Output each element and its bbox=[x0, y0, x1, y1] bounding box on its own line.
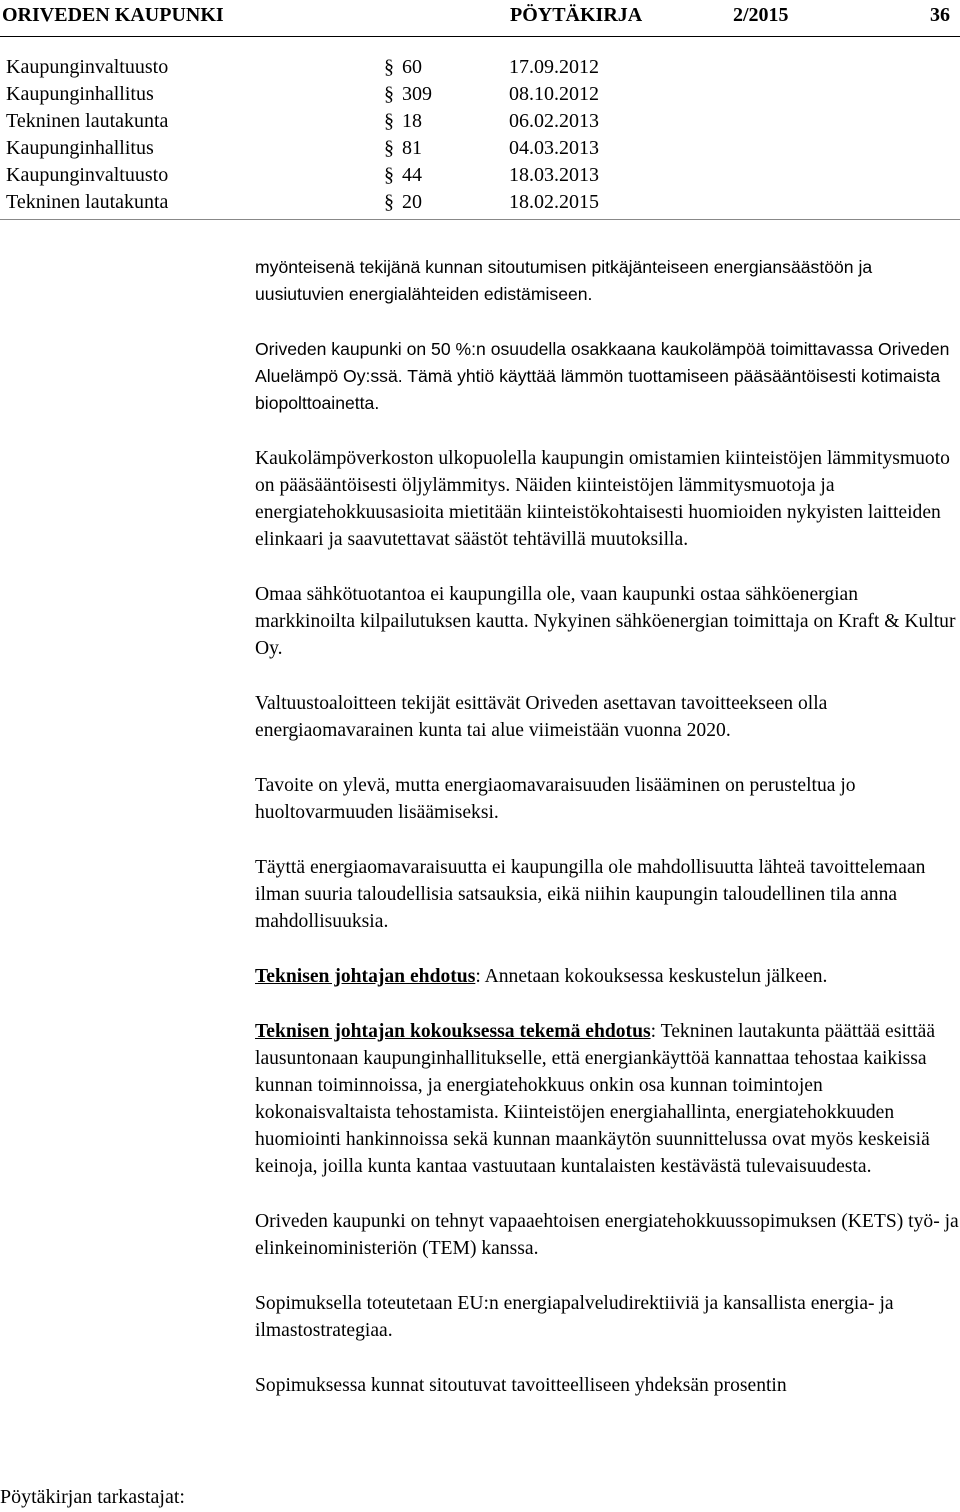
history-body: Kaupunginhallitus bbox=[6, 83, 154, 105]
paragraph: Oriveden kaupunki on 50 %:n osuudella osakkaana kaukolämpöä toimittavassa Oriveden Aluelämpö Oy:ssä. Tämä yhtiö käyttää lämmön tuottamiseen pääsääntöisesti kotimaista biopolttoainetta. bbox=[255, 339, 950, 413]
sentence: Kaukolämpöverkoston ulkopuolella kaupungin omistamien kiinteistöjen lämmitysmuoto on pääsääntöisesti öljylämmitys. bbox=[255, 448, 950, 496]
paragraph: Oriveden kaupunki on tehnyt vapaaehtoisen energiatehokkuussopimuksen (KETS) työ- ja elinkeinoministeriön (TEM) kanssa. bbox=[255, 1211, 959, 1259]
history-row bbox=[0, 56, 960, 83]
paragraph: myönteisenä tekijänä kunnan sitoutumisen pitkäjänteiseen energiansäästöön ja uusiutuvien energialähteiden edistämiseen. bbox=[255, 257, 873, 304]
history-section-number: 18 bbox=[402, 110, 422, 132]
proposal-paragraph bbox=[255, 963, 960, 990]
meeting-proposal-text: : Tekninen lautakunta päättää esittää lausuntonaan kaupunginhallitukselle, että energiankäyttöä kannattaa tehostaa kaikissa kunnan toiminnoissa, ja energiatehokkuus onkin osa kunnan toimintojen kokonaisvaltaista tehostamista. Kiinteistöjen energiahallinta, energiatehokkuuden huomiointi hankinnoissa sekä kunnan maankäytön suunnittelussa ovat myös keskeisiä keinoja, joilla kunta kantaa vastuutaan kuntalaisten kestävästä tulevaisuudesta. bbox=[255, 1021, 936, 1177]
proposal-text: : Annetaan kokouksessa keskustelun jälkeen. bbox=[475, 966, 828, 987]
paragraph: Valtuustoaloitteen tekijät esittävät Oriveden asettavan tavoitteekseen olla energiaomavarainen kunta tai alue viimeistään vuonna 2020. bbox=[255, 693, 828, 741]
history-row bbox=[0, 191, 960, 218]
history-body: Kaupunginvaltuusto bbox=[6, 164, 169, 186]
history-date: 06.02.2013 bbox=[509, 110, 599, 132]
paragraph: Omaa sähkötuotantoa ei kaupungilla ole, vaan kaupunki ostaa sähköenergian markkinoilta kilpailutuksen kautta. Nykyinen sähköenergian toimittaja on Kraft & Kultur Oy. bbox=[255, 584, 956, 659]
section-sign: § bbox=[384, 191, 394, 213]
history-date: 18.03.2013 bbox=[509, 164, 599, 186]
meeting-proposal-label: Teknisen johtajan kokouksessa tekemä ehdotus bbox=[255, 1021, 651, 1042]
paragraph: Sopimuksella toteutetaan EU:n energiapalveludirektiiviä ja kansallista energia- ja ilmastostrategiaa. bbox=[255, 1293, 894, 1341]
history-date: 08.10.2012 bbox=[509, 83, 599, 105]
history-section-number: 44 bbox=[402, 164, 422, 186]
sentence: Näiden kiinteistöjen lämmitysmuotoja ja energiatehokkuusasioita mietitään kiinteistökohtaisesti huomioiden nykyisten laitteiden elinkaari ja saavutettavat säästöt tehtävillä muutoksilla. bbox=[255, 475, 941, 550]
history-section-number: 309 bbox=[402, 83, 432, 105]
page-number: 36 bbox=[930, 4, 950, 26]
paragraph bbox=[255, 445, 960, 553]
history-row bbox=[0, 110, 960, 137]
history-body: Tekninen lautakunta bbox=[6, 191, 169, 213]
history-row bbox=[0, 83, 960, 110]
paragraph: Tavoite on ylevä, mutta energiaomavaraisuuden lisääminen on perusteltua jo huoltovarmuuden lisäämiseksi. bbox=[255, 775, 856, 823]
section-sign: § bbox=[384, 164, 394, 186]
history-body: Kaupunginvaltuusto bbox=[6, 56, 169, 78]
history-row bbox=[0, 137, 960, 164]
paragraph: Täyttä energiaomavaraisuutta ei kaupungilla ole mahdollisuutta lähteä tavoittelemaan ilman suuria taloudellisia satsauksia, eikä niihin kaupungin taloudellinen tila anna mahdollisuuksia. bbox=[255, 857, 926, 932]
document-body bbox=[255, 254, 960, 1427]
handling-history bbox=[0, 56, 960, 220]
history-body: Kaupunginhallitus bbox=[6, 137, 154, 159]
document-number: 2/2015 bbox=[733, 4, 789, 26]
section-sign: § bbox=[384, 83, 394, 105]
minutes-checkers-label: Pöytäkirjan tarkastajat: bbox=[0, 1486, 185, 1508]
history-section-number: 20 bbox=[402, 191, 422, 213]
history-section-number: 81 bbox=[402, 137, 422, 159]
section-sign: § bbox=[384, 110, 394, 132]
section-sign: § bbox=[384, 56, 394, 78]
organization-name: ORIVEDEN KAUPUNKI bbox=[2, 4, 224, 26]
history-row bbox=[0, 164, 960, 191]
history-date: 18.02.2015 bbox=[509, 191, 599, 213]
section-sign: § bbox=[384, 137, 394, 159]
meeting-proposal-paragraph bbox=[255, 1018, 960, 1180]
paragraph: Sopimuksessa kunnat sitoutuvat tavoitteelliseen yhdeksän prosentin bbox=[255, 1375, 787, 1396]
history-date: 04.03.2013 bbox=[509, 137, 599, 159]
history-date: 17.09.2012 bbox=[509, 56, 599, 78]
page-header bbox=[0, 0, 960, 37]
history-body: Tekninen lautakunta bbox=[6, 110, 169, 132]
history-section-number: 60 bbox=[402, 56, 422, 78]
proposal-label: Teknisen johtajan ehdotus bbox=[255, 966, 476, 987]
document-type: PÖYTÄKIRJA bbox=[510, 4, 643, 26]
